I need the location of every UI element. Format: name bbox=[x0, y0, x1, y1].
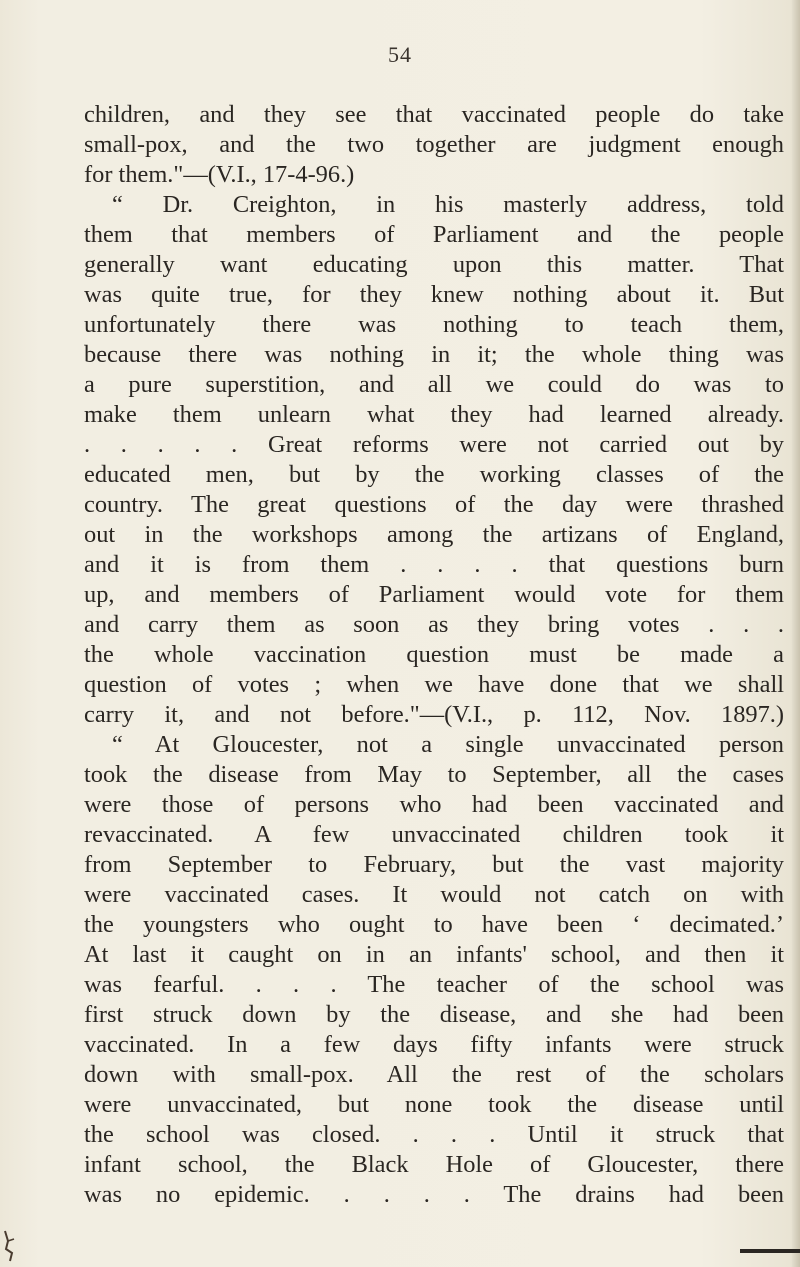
text-line: first struck down by the disease, and she had been bbox=[84, 1001, 784, 1028]
text-line: children, and they see that vaccinated people do take bbox=[84, 101, 784, 128]
text-line: up, and members of Parliament would vote for them bbox=[84, 581, 784, 608]
text-line: was fearful. . . . The teacher of the school was bbox=[84, 971, 784, 998]
text-line: were those of persons who had been vaccinated and bbox=[84, 791, 784, 818]
text-line: educated men, but by the working classes of the bbox=[84, 461, 784, 488]
text-line: down with small-pox. All the rest of the scholars bbox=[84, 1061, 784, 1088]
text-line: question of votes ; when we have done that we shall bbox=[84, 671, 784, 698]
text-line: were vaccinated cases. It would not catch on with bbox=[84, 881, 784, 908]
text-line: “ Dr. Creighton, in his masterly address, told bbox=[112, 191, 784, 218]
text-line: out in the workshops among the artizans of England, bbox=[84, 521, 784, 548]
text-line: carry it, and not before."—(V.I., p. 112, Nov. 1897.) bbox=[84, 701, 784, 728]
text-line: were unvaccinated, but none took the disease until bbox=[84, 1091, 784, 1118]
text-line: “ At Gloucester, not a single unvaccinated person bbox=[112, 731, 784, 758]
text-line: them that members of Parliament and the people bbox=[84, 221, 784, 248]
text-line: small-pox, and the two together are judgment enough bbox=[84, 131, 784, 158]
text-line: At last it caught on in an infants' school, and then it bbox=[84, 941, 784, 968]
ink-mark-icon bbox=[2, 1229, 24, 1263]
text-line: revaccinated. A few unvaccinated children took it bbox=[84, 821, 784, 848]
text-line: for them."—(V.I., 17-4-96.) bbox=[84, 161, 355, 188]
bottom-rule bbox=[740, 1249, 800, 1253]
text-line: the whole vaccination question must be made a bbox=[84, 641, 784, 668]
text-line: unfortunately there was nothing to teach them, bbox=[84, 311, 784, 338]
text-line: took the disease from May to September, all the cases bbox=[84, 761, 784, 788]
text-line: because there was nothing in it; the whole thing was bbox=[84, 341, 784, 368]
text-line: the school was closed. . . . Until it struck that bbox=[84, 1121, 784, 1148]
text-line: country. The great questions of the day were thrashed bbox=[84, 491, 784, 518]
text-line: vaccinated. In a few days fifty infants were struck bbox=[84, 1031, 784, 1058]
text-line: a pure superstition, and all we could do was to bbox=[84, 371, 784, 398]
page-number: 54 bbox=[388, 42, 412, 67]
page-edge bbox=[792, 0, 800, 1267]
text-line: and it is from them . . . . that questions burn bbox=[84, 551, 784, 578]
text-line: generally want educating upon this matter. That bbox=[84, 251, 784, 278]
text-line: from September to February, but the vast majority bbox=[84, 851, 784, 878]
text-line: the youngsters who ought to have been ‘ decimated.’ bbox=[84, 911, 784, 938]
body-text bbox=[84, 100, 784, 1210]
text-line: infant school, the Black Hole of Gloucester, there bbox=[84, 1151, 784, 1178]
text-line: was quite true, for they knew nothing about it. But bbox=[84, 281, 784, 308]
text-line: and carry them as soon as they bring votes . . . bbox=[84, 611, 784, 638]
text-line: . . . . . Great reforms were not carried out by bbox=[84, 431, 784, 458]
text-line: was no epidemic. . . . . The drains had been bbox=[84, 1181, 784, 1208]
text-line: make them unlearn what they had learned already. bbox=[84, 401, 784, 428]
